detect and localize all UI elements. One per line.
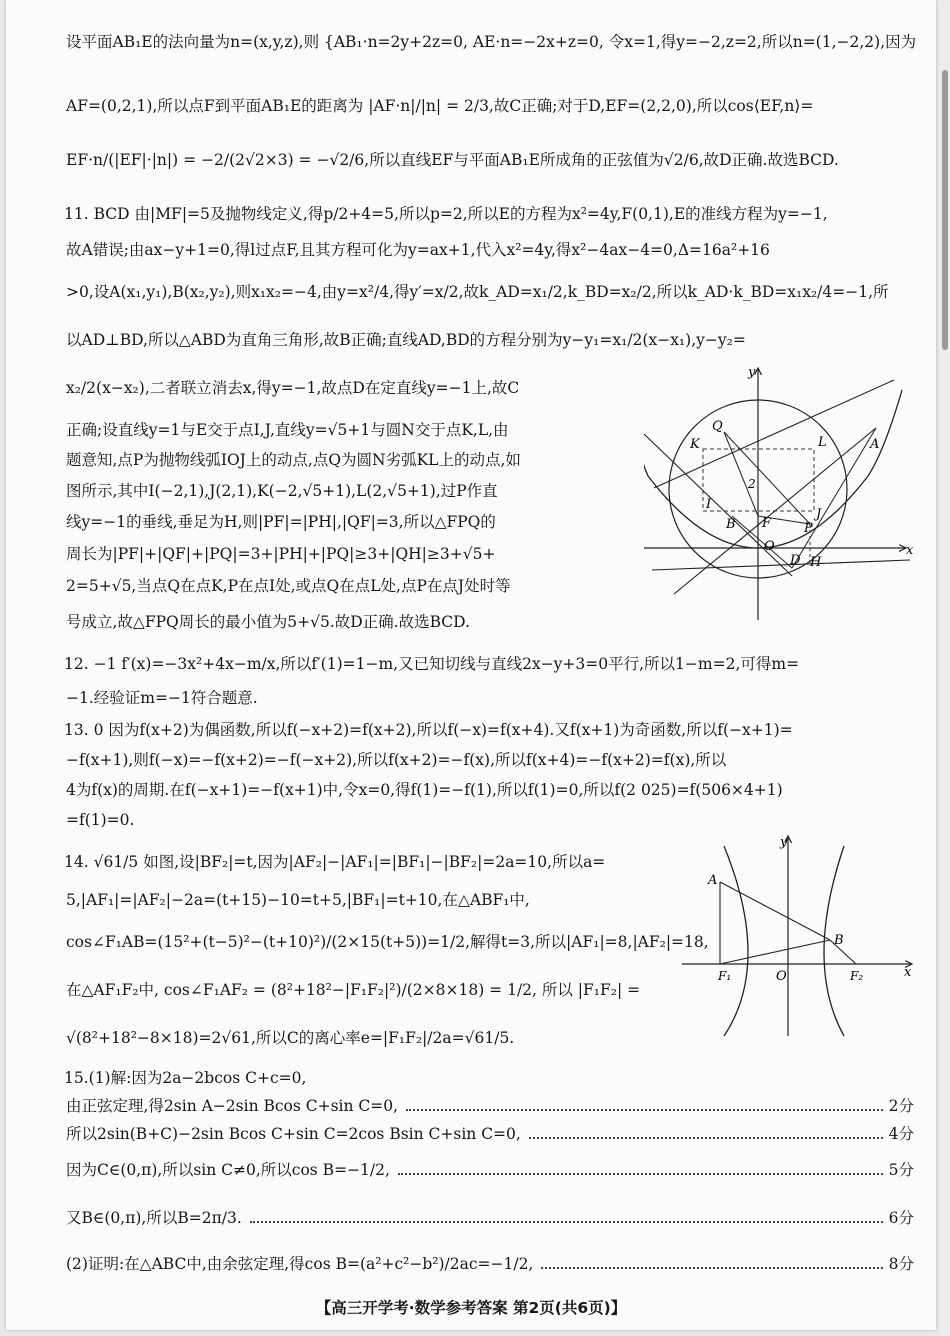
sec11-line3: >0,设A(x₁,y₁),B(x₂,y₂),则x₁x₂=−4,由y=x²/4,得y′=x/2,故k_AD=x₁/2,k_BD=x₂/2,所以k_AD·k_BD=x₁x₂/4=−1,所 <box>66 283 889 301</box>
document-page <box>6 0 936 1330</box>
fig1-label-l: L <box>818 435 827 450</box>
sec11-line7: 题意知,点P为抛物线弧IOJ上的动点,点Q为圆N劣弧KL上的动点,如 <box>66 451 521 469</box>
sec12-line1: 12. −1 f′(x)=−3x²+4x−m/x,所以f′(1)=1−m,又已知切线与直线2x−y+3=0平行,所以1−m=2,可得m= <box>64 655 800 673</box>
sec11-line9: 线y=−1的垂线,垂足为H,则|PF|=|PH|,|QF|=3,所以△FPQ的 <box>66 513 496 531</box>
sec11-line10: 周长为|PF|+|QF|+|PQ|=3+|PH|+|PQ|≥3+|QH|≥3+√5+ <box>66 545 496 563</box>
fig1-label-a: A <box>870 437 880 452</box>
sec15-step <box>66 1208 914 1228</box>
hyperbola-figure <box>678 830 916 1040</box>
fig2-label-f2: F₂ <box>850 969 864 983</box>
step-text: 又B∈(0,π),所以B=2π/3. <box>66 1209 242 1227</box>
leader-dots <box>541 1267 882 1269</box>
scrollbar-thumb[interactable] <box>942 70 948 350</box>
sec12-line2: −1.经验证m=−1符合题意. <box>66 689 258 707</box>
leader-dots <box>398 1173 883 1175</box>
fig1-label-j: J <box>816 507 822 522</box>
step-score: 6分 <box>888 1209 914 1227</box>
sec15-step <box>66 1124 914 1144</box>
sec14-line1: 14. √61/5 如图,设|BF₂|=t,因为|AF₂|−|AF₁|=|BF₁|−|BF₂|=2a=10,所以a= <box>64 853 606 871</box>
fig2-label-x: x <box>904 965 912 980</box>
fig1-label-q: Q <box>712 419 723 434</box>
fig1-label-b: B <box>726 517 736 532</box>
leader-dots <box>250 1221 883 1223</box>
step-text: 因为C∈(0,π),所以sin C≠0,所以cos B=−1/2, <box>66 1161 390 1179</box>
fig1-label-o: O <box>764 539 775 554</box>
sec11-line4: 以AD⊥BD,所以△ABD为直角三角形,故B正确;直线AD,BD的方程分别为y−y₁=x₁/2(x−x₁),y−y₂= <box>66 331 746 349</box>
vertical-scrollbar[interactable] <box>940 0 950 1336</box>
fig1-label-k: K <box>690 437 700 452</box>
sec15-step <box>66 1096 914 1116</box>
sec14-line4: 在△AF₁F₂中, cos∠F₁AF₂ = (8²+18²−|F₁F₂|²)/(2×8×18) = 1/2, 所以 |F₁F₂| = <box>66 981 641 999</box>
sec11-line12: 号成立,故△FPQ周长的最小值为5+√5.故D正确.故选BCD. <box>66 613 470 631</box>
step-score: 8分 <box>888 1255 914 1273</box>
parabola-circle-figure <box>644 362 916 624</box>
fig1-label-x: x <box>906 543 914 558</box>
fig2-label-f1: F₁ <box>718 969 732 983</box>
step-text: 所以2sin(B+C)−2sin Bcos C+sin C=2cos Bsin C+sin C=0, <box>66 1125 521 1143</box>
step-score: 2分 <box>888 1097 914 1115</box>
sec15-step <box>66 1160 914 1180</box>
fig1-label-y: y <box>748 365 756 380</box>
sec11-line6: 正确;设直线y=1与E交于点I,J,直线y=√5+1与圆N交于点K,L,由 <box>66 421 509 439</box>
fig1-label-i: I <box>706 497 712 512</box>
fig1-label-p: P <box>804 521 813 536</box>
sec14-line5: √(8²+18²−8×18)=2√61,所以C的离心率e=|F₁F₂|/2a=√61/5. <box>66 1029 515 1047</box>
sec10-line2: AF=(0,2,1),所以点F到平面AB₁E的距离为 |AF·n|/|n| = 2/3,故C正确;对于D,EF=(2,2,0),所以cos⟨EF,n⟩= <box>66 97 814 115</box>
page-footer: 【高三开学考·数学参考答案 第2页(共6页)】 <box>315 1299 627 1317</box>
fig1-label-h: H <box>810 555 822 570</box>
step-text: 由正弦定理,得2sin A−2sin Bcos C+sin C=0, <box>66 1097 399 1115</box>
step-score: 4分 <box>888 1125 914 1143</box>
leader-dots <box>529 1137 883 1139</box>
sec13-line1: 13. 0 因为f(x+2)为偶函数,所以f(−x+2)=f(x+2),所以f(−x)=f(x+4).又f(x+1)为奇函数,所以f(−x+1)= <box>64 721 793 739</box>
sec15-step <box>66 1254 914 1274</box>
sec11-line11: 2=5+√5,当点Q在点K,P在点I处,或点Q在点L处,点P在点J处时等 <box>66 577 511 595</box>
sec11-line5: x₂/2(x−x₂),二者联立消去x,得y=−1,故点D在定直线y=−1上,故C <box>66 379 520 397</box>
sec11-line8: 图所示,其中I(−2,1),J(2,1),K(−2,√5+1),L(2,√5+1),过P作直 <box>66 482 498 500</box>
fig2-label-o: O <box>776 969 787 984</box>
fig1-label-f: F <box>762 516 772 531</box>
fig1-label-d: D <box>790 553 801 568</box>
sec13-line2: −f(x+1),则f(−x)=−f(x+2)=−f(−x+2),所以f(x+2)=−f(x),所以f(x+4)=−f(x+2)=f(x),所以 <box>66 751 727 769</box>
sec14-line2: 5,|AF₁|=|AF₂|−2a=(t+15)−10=t+5,|BF₁|=t+10,在△ABF₁中, <box>66 891 530 909</box>
sec13-line3: 4为f(x)的周期.在f(−x+1)=−f(x+1)中,令x=0,得f(1)=−f(1),所以f(1)=0,所以f(2 025)=f(506×4+1) <box>66 781 783 799</box>
sec13-line4: =f(1)=0. <box>66 811 135 829</box>
sec10-line1: 设平面AB₁E的法向量为n=(x,y,z),则 {AB₁·n=2y+2z=0, AE·n=−2x+z=0, 令x=1,得y=−2,z=2,所以n=(1,−2,2),因为 <box>66 33 917 51</box>
step-text: (2)证明:在△ABC中,由余弦定理,得cos B=(a²+c²−b²)/2ac=−1/2, <box>66 1255 534 1273</box>
sec11-line1: 11. BCD 由|MF|=5及抛物线定义,得p/2+4=5,所以p=2,所以E的方程为x²=4y,F(0,1),E的准线方程为y=−1, <box>64 205 828 223</box>
fig2-label-b: B <box>834 933 844 948</box>
sec14-line3: cos∠F₁AB=(15²+(t−5)²−(t+10)²)/(2×15(t+5))=1/2,解得t=3,所以|AF₁|=8,|AF₂|=18, <box>66 933 709 951</box>
step-score: 5分 <box>888 1161 914 1179</box>
sec11-line2: 故A错误;由ax−y+1=0,得l过点F,且其方程可化为y=ax+1,代入x²=4y,得x²−4ax−4=0,Δ=16a²+16 <box>66 241 770 259</box>
fig2-label-a: A <box>708 873 718 888</box>
fig1-label-2: 2 <box>748 477 756 491</box>
leader-dots <box>406 1109 883 1111</box>
sec10-line3: EF·n/(|EF|·|n|) = −2/(2√2×3) = −√2/6,所以直线EF与平面AB₁E所成角的正弦值为√2/6,故D正确.故选BCD. <box>66 151 839 169</box>
fig2-label-y: y <box>780 835 788 850</box>
sec15-line1: 15.(1)解:因为2a−2bcos C+c=0, <box>64 1069 307 1087</box>
